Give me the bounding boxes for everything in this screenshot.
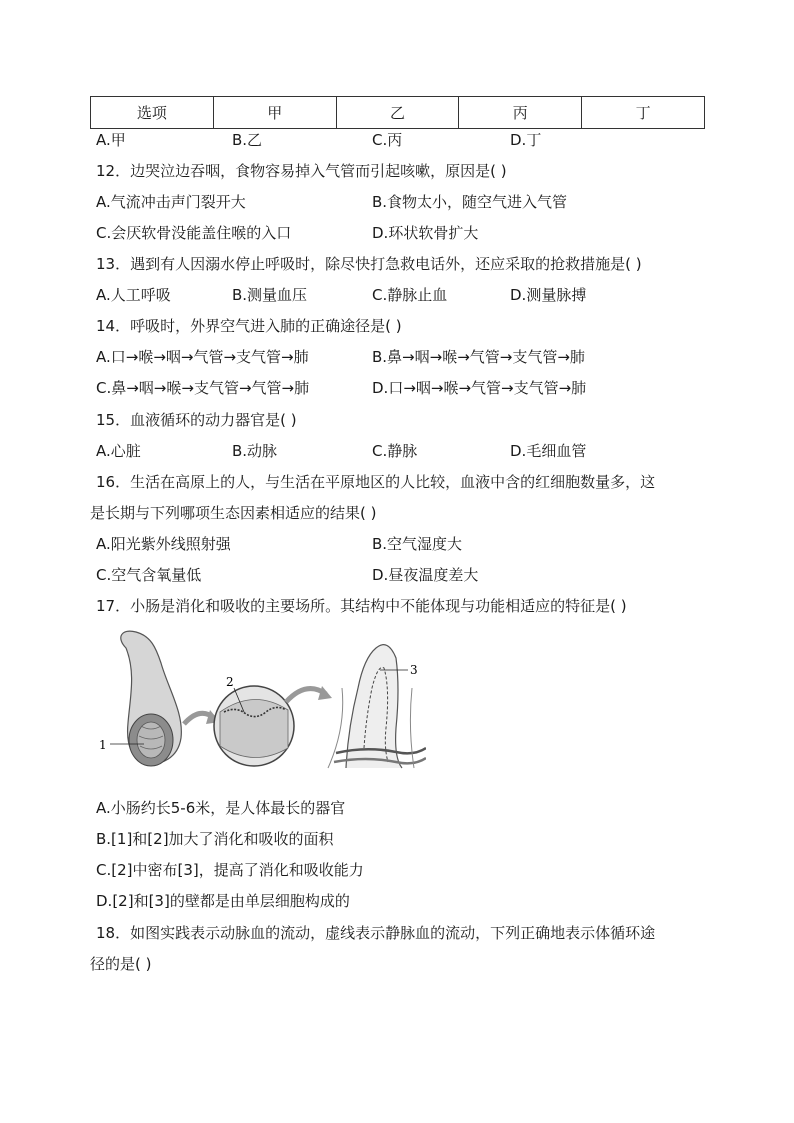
q13-option-a: A.人工呼吸 [96, 286, 171, 304]
q16-option-a: A.阳光紫外线照射强 [96, 535, 231, 553]
q14-option-b: B.鼻→咽→喉→气管→支气管→肺 [372, 348, 585, 366]
q14-option-a: A.口→喉→咽→气管→支气管→肺 [96, 348, 309, 366]
q17-option-a: A.小肠约长5-6米，是人体最长的器官 [96, 799, 346, 817]
q18-stem-line2: 径的是( ) [90, 955, 152, 973]
q13-option-c: C.静脉止血 [372, 286, 448, 304]
q12-stem: 12．边哭泣边吞咽，食物容易掉入气管而引起咳嗽，原因是( ) [96, 162, 507, 180]
q12-option-d: D.环状软骨扩大 [372, 224, 479, 242]
figure-label-1: 1 [99, 738, 107, 752]
q17-option-b: B.[1]和[2]加大了消化和吸收的面积 [96, 830, 334, 848]
q16-option-c: C.空气含氧量低 [96, 566, 202, 584]
q13-option-b: B.测量血压 [232, 286, 308, 304]
q11-option-b: B.乙 [232, 131, 263, 149]
q17-option-c: C.[2]中密布[3]，提高了消化和吸收能力 [96, 861, 364, 879]
options-table [90, 96, 705, 129]
table-cell: 丁 [582, 97, 705, 129]
fold-magnified-circle [214, 686, 294, 766]
table-cell: 乙 [336, 97, 459, 129]
q17-option-d: D.[2]和[3]的壁都是由单层细胞构成的 [96, 892, 350, 910]
q16-option-b: B.空气湿度大 [372, 535, 463, 553]
q14-option-c: C.鼻→咽→喉→支气管→气管→肺 [96, 379, 310, 397]
q15-stem: 15．血液循环的动力器官是( ) [96, 411, 297, 429]
q11-option-d: D.丁 [510, 131, 542, 149]
intestine-segment [121, 631, 182, 766]
q12-option-c: C.会厌软骨没能盖住喉的入口 [96, 224, 292, 242]
q18-stem-line1: 18．如图实践表示动脉血的流动，虚线表示静脉血的流动，下列正确地表示体循环途 [96, 924, 656, 942]
q17-stem: 17．小肠是消化和吸收的主要场所。其结构中不能体现与功能相适应的特征是( ) [96, 597, 627, 615]
q11-option-a: A.甲 [96, 131, 126, 149]
q16-stem-line1: 16．生活在高原上的人，与生活在平原地区的人比较，血液中含的红细胞数量多，这 [96, 473, 656, 491]
table-cell: 甲 [213, 97, 336, 129]
q13-option-d: D.测量脉搏 [510, 286, 587, 304]
table-cell: 选项 [91, 97, 214, 129]
figure-label-3: 3 [410, 663, 418, 677]
q11-option-c: C.丙 [372, 131, 403, 149]
q16-stem-line2: 是长期与下列哪项生态因素相适应的结果( ) [90, 504, 377, 522]
q15-option-b: B.动脉 [232, 442, 278, 460]
q15-option-c: C.静脉 [372, 442, 418, 460]
q15-option-d: D.毛细血管 [510, 442, 587, 460]
q12-option-a: A.气流冲击声门裂开大 [96, 193, 246, 211]
q16-option-d: D.昼夜温度差大 [372, 566, 479, 584]
figure-label-2: 2 [226, 675, 234, 689]
q14-stem: 14．呼吸时，外界空气进入肺的正确途径是( ) [96, 317, 402, 335]
q14-option-d: D.口→咽→喉→气管→支气管→肺 [372, 379, 587, 397]
small-intestine-figure [96, 628, 426, 776]
q13-stem: 13．遇到有人因溺水停止呼吸时，除尽快打急救电话外，还应采取的抢救措施是( ) [96, 255, 642, 273]
q15-option-a: A.心脏 [96, 442, 141, 460]
q12-option-b: B.食物太小，随空气进入气管 [372, 193, 568, 211]
table-row [91, 97, 705, 129]
table-cell: 丙 [459, 97, 582, 129]
